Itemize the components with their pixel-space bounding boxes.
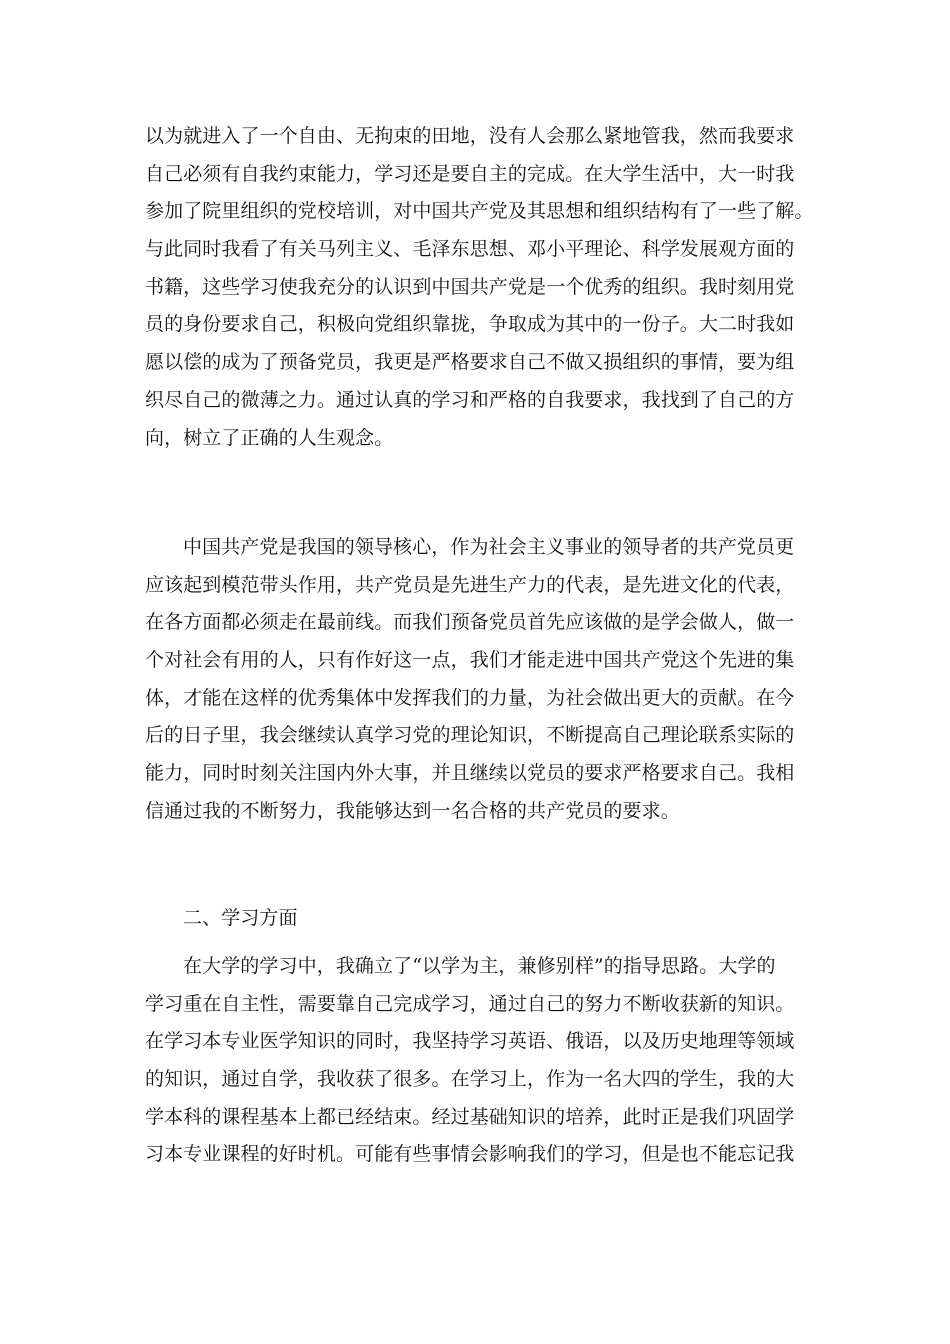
text-line: 体，才能在这样的优秀集体中发挥我们的力量，为社会做出更大的贡献。在今 [145,686,795,709]
text-line: 愿以偿的成为了预备党员，我更是严格要求自己不做又损组织的事情，要为组 [145,351,795,374]
text-line: 向，树立了正确的人生观念。 [145,426,394,449]
text-line: 信通过我的不断努力，我能够达到一名合格的共产党员的要求。 [145,799,680,822]
text-line: 后的日子里，我会继续认真学习党的理论知识，不断提高自己理论联系实际的 [145,724,795,747]
paragraph-party-member-role [145,529,820,831]
text-line: 习本专业课程的好时机。可能有些事情会影响我们的学习，但是也不能忘记我 [145,1143,795,1166]
text-line: 中国共产党是我国的领导核心，作为社会主义事业的领导者的共产党员更 [183,536,795,558]
text-line: 在学习本专业医学知识的同时，我坚持学习英语、俄语，以及历史地理等领域 [145,1030,795,1053]
text-line: 织尽自己的微薄之力。通过认真的学习和严格的自我要求，我找到了自己的方 [145,388,795,411]
text-line: 学本科的课程基本上都已经结束。经过基础知识的培养，此时正是我们巩固学 [145,1105,795,1128]
text-line: 在各方面都必须走在最前线。而我们预备党员首先应该做的是学会做人，做一 [145,611,795,634]
text-line: 书籍，这些学习使我充分的认识到中国共产党是一个优秀的组织。我时刻用党 [145,275,795,298]
text-line: 学习重在自主性，需要靠自己完成学习，通过自己的努力不断收获新的知识。 [145,992,795,1015]
paragraph-study [145,948,820,1174]
text-line: 在大学的学习中，我确立了“以学为主，兼修别样”的指导思路。大学的 [183,955,776,977]
text-line: 参加了院里组织的党校培训，对中国共产党及其思想和组织结构有了一些了解。 [145,200,814,223]
text-line: 个对社会有用的人，只有作好这一点，我们才能走进中国共产党这个先进的集 [145,649,795,672]
paragraph-party-study [145,118,820,457]
text-line: 与此同时我看了有关马列主义、毛泽东思想、邓小平理论、科学发展观方面的 [145,238,795,261]
text-line: 能力，同时时刻关注国内外大事，并且继续以党员的要求严格要求自己。我相 [145,762,795,785]
text-line: 以为就进入了一个自由、无拘束的田地，没有人会那么紧地管我，然而我要求 [145,125,795,147]
text-line: 员的身份要求自己，积极向党组织靠拢，争取成为其中的一份子。大二时我如 [145,313,795,336]
section-heading-text: 二、学习方面 [183,907,298,929]
text-line: 应该起到模范带头作用，共产党员是先进生产力的代表，是先进文化的代表， [145,573,795,596]
text-line: 自己必须有自我约束能力，学习还是要自主的完成。在大学生活中，大一时我 [145,162,795,185]
section-heading [145,900,820,938]
text-line: 的知识，通过自学，我收获了很多。在学习上，作为一名大四的学生，我的大 [145,1068,795,1091]
